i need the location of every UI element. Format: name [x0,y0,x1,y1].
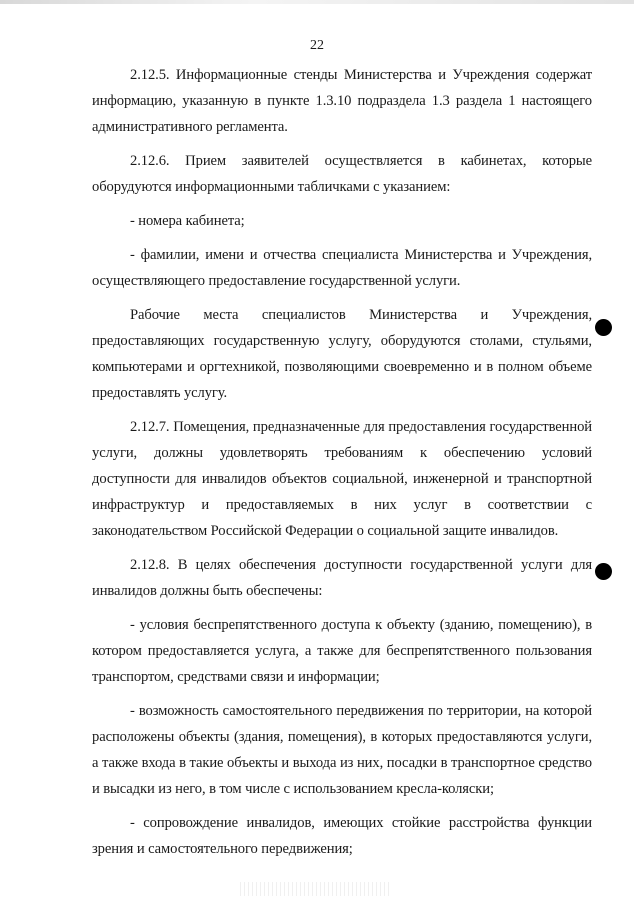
list-item-access-conditions: - условия беспрепятственного доступа к объекту (зданию, помещению), в котором предоставляется услуга, а также для беспрепятственного пользования транспортом, средствами связи и информации; [92,617,592,685]
scan-noise [240,882,390,896]
list-item-cabinet-number: - номера кабинета; [130,213,245,229]
paragraph-2-12-5: 2.12.5. Информационные стенды Министерства и Учреждения содержат информацию, указанную в пункте 1.3.10 подраздела 1.3 раздела 1 настоящего административного регламента. [92,67,592,135]
paragraph-2-12-7: 2.12.7. Помещения, предназначенные для предоставления государственной услуги, должны удовлетворять требованиям к обеспечению условий доступности для инвалидов объектов социальной, инженерной и транспортной инфраструктур и предоставляемых в них услуг в соответствии с законодательством Российской Федерации о социальной защите инвалидов. [92,419,592,539]
paragraph-workplaces: Рабочие места специалистов Министерства и Учреждения, предоставляющих государственную услугу, оборудуются столами, стульями, компьютерами и оргтехникой, позволяющими своевременно и в полном объеме предоставлять услугу. [92,307,592,401]
punch-hole-mark [595,563,612,580]
paragraph-2-12-6: 2.12.6. Прием заявителей осуществляется в кабинетах, которые оборудуются информационными табличками с указанием: [92,153,592,195]
punch-hole-mark [595,319,612,336]
list-item-specialist-name: - фамилии, имени и отчества специалиста Министерства и Учреждения, осуществляющего предоставление государственной услуги. [92,247,592,289]
document-body [92,62,592,862]
page-number: 22 [310,38,324,53]
paragraph-2-12-8: 2.12.8. В целях обеспечения доступности государственной услуги для инвалидов должны быть обеспечены: [92,557,592,599]
list-item-escort: - сопровождение инвалидов, имеющих стойкие расстройства функции зрения и самостоятельного передвижения; [92,815,592,857]
scan-edge-shade [0,0,634,4]
list-item-independent-movement: - возможность самостоятельного передвижения по территории, на которой расположены объекты (здания, помещения), в которых предоставляются услуги, а также входа в такие объекты и выхода из них, посадки в транспортное средство и высадки из него, в том числе с использованием кресла-коляски; [92,703,592,797]
